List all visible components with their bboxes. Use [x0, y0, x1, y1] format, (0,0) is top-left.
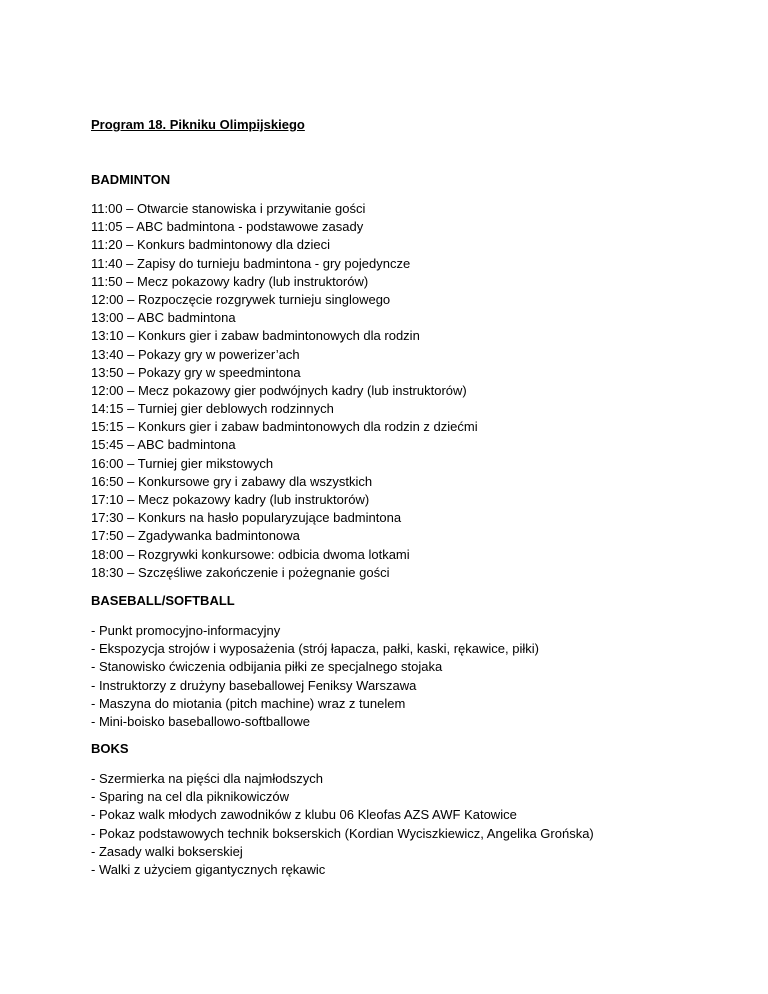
list-item: - Szermierka na pięści dla najmłodszych: [91, 771, 323, 787]
list-item: - Punkt promocyjno-informacyjny: [91, 622, 281, 638]
schedule-item: 15:15 – Konkurs gier i zabaw badmintonowych dla rodzin z dziećmi: [91, 419, 478, 435]
list-item: - Instruktorzy z drużyny baseballowej Feniksy Warszawa: [91, 677, 417, 693]
schedule-item: 18:00 – Rozgrywki konkursowe: odbicia dwoma lotkami: [91, 546, 410, 562]
list-item: - Mini-boisko baseballowo-softballowe: [91, 713, 310, 729]
schedule-item: 13:40 – Pokazy gry w powerizer’ach: [91, 346, 300, 362]
section-heading-baseball-softball: BASEBALL/SOFTBALL: [91, 592, 235, 608]
list-item: - Pokaz walk młodych zawodników z klubu 06 Kleofas AZS AWF Katowice: [91, 807, 517, 823]
section-heading-boks: BOKS: [91, 741, 129, 757]
schedule-item: 17:50 – Zgadywanka badmintonowa: [91, 528, 300, 544]
boks-attractions-list: [91, 770, 731, 879]
schedule-item: 17:10 – Mecz pokazowy kadry (lub instruktorów): [91, 492, 370, 507]
document-title: Program 18. Pikniku Olimpijskiego: [91, 117, 305, 132]
schedule-item: 13:10 – Konkurs gier i zabaw badmintonowych dla rodzin: [91, 328, 420, 344]
schedule-item: 12:00 – Rozpoczęcie rozgrywek turnieju singlowego: [91, 291, 391, 307]
list-item: - Maszyna do miotania (pitch machine) wraz z tunelem: [91, 695, 406, 711]
schedule-item: 11:05 – ABC badmintona - podstawowe zasady: [91, 219, 364, 235]
schedule-item: 11:00 – Otwarcie stanowiska i przywitanie gości: [91, 201, 366, 216]
schedule-item: 11:50 – Mecz pokazowy kadry (lub instruktorów): [91, 273, 369, 289]
schedule-item: 16:00 – Turniej gier mikstowych: [91, 455, 274, 471]
schedule-item: 11:20 – Konkurs badmintonowy dla dzieci: [91, 237, 330, 253]
schedule-item: 18:30 – Szczęśliwe zakończenie i pożegnanie gości: [91, 564, 390, 580]
badminton-schedule-list: [91, 200, 731, 582]
baseball-attractions-list: [91, 622, 731, 731]
document-page: [91, 116, 731, 879]
section-heading-badminton: BADMINTON: [91, 172, 171, 187]
schedule-item: 13:50 – Pokazy gry w speedmintona: [91, 364, 301, 380]
list-item: - Zasady walki bokserskiej: [91, 843, 243, 859]
list-item: - Pokaz podstawowych technik bokserskich (Kordian Wyciszkiewicz, Angelika Grońska): [91, 825, 594, 841]
list-item: - Sparing na cel dla piknikowiczów: [91, 789, 289, 805]
schedule-item: 13:00 – ABC badmintona: [91, 310, 236, 326]
schedule-item: 17:30 – Konkurs na hasło popularyzujące badmintona: [91, 510, 402, 526]
schedule-item: 16:50 – Konkursowe gry i zabawy dla wszystkich: [91, 473, 373, 489]
list-item: - Walki z użyciem gigantycznych rękawic: [91, 862, 326, 877]
schedule-item: 15:45 – ABC badmintona: [91, 437, 236, 453]
list-item: - Stanowisko ćwiczenia odbijania piłki ze specjalnego stojaka: [91, 659, 443, 675]
schedule-item: 11:40 – Zapisy do turnieju badmintona - gry pojedyncze: [91, 255, 411, 271]
list-item: - Ekspozycja strojów i wyposażenia (strój łapacza, pałki, kaski, rękawice, piłki): [91, 641, 539, 657]
schedule-item: 14:15 – Turniej gier deblowych rodzinnych: [91, 401, 334, 417]
schedule-item: 12:00 – Mecz pokazowy gier podwójnych kadry (lub instruktorów): [91, 382, 467, 398]
